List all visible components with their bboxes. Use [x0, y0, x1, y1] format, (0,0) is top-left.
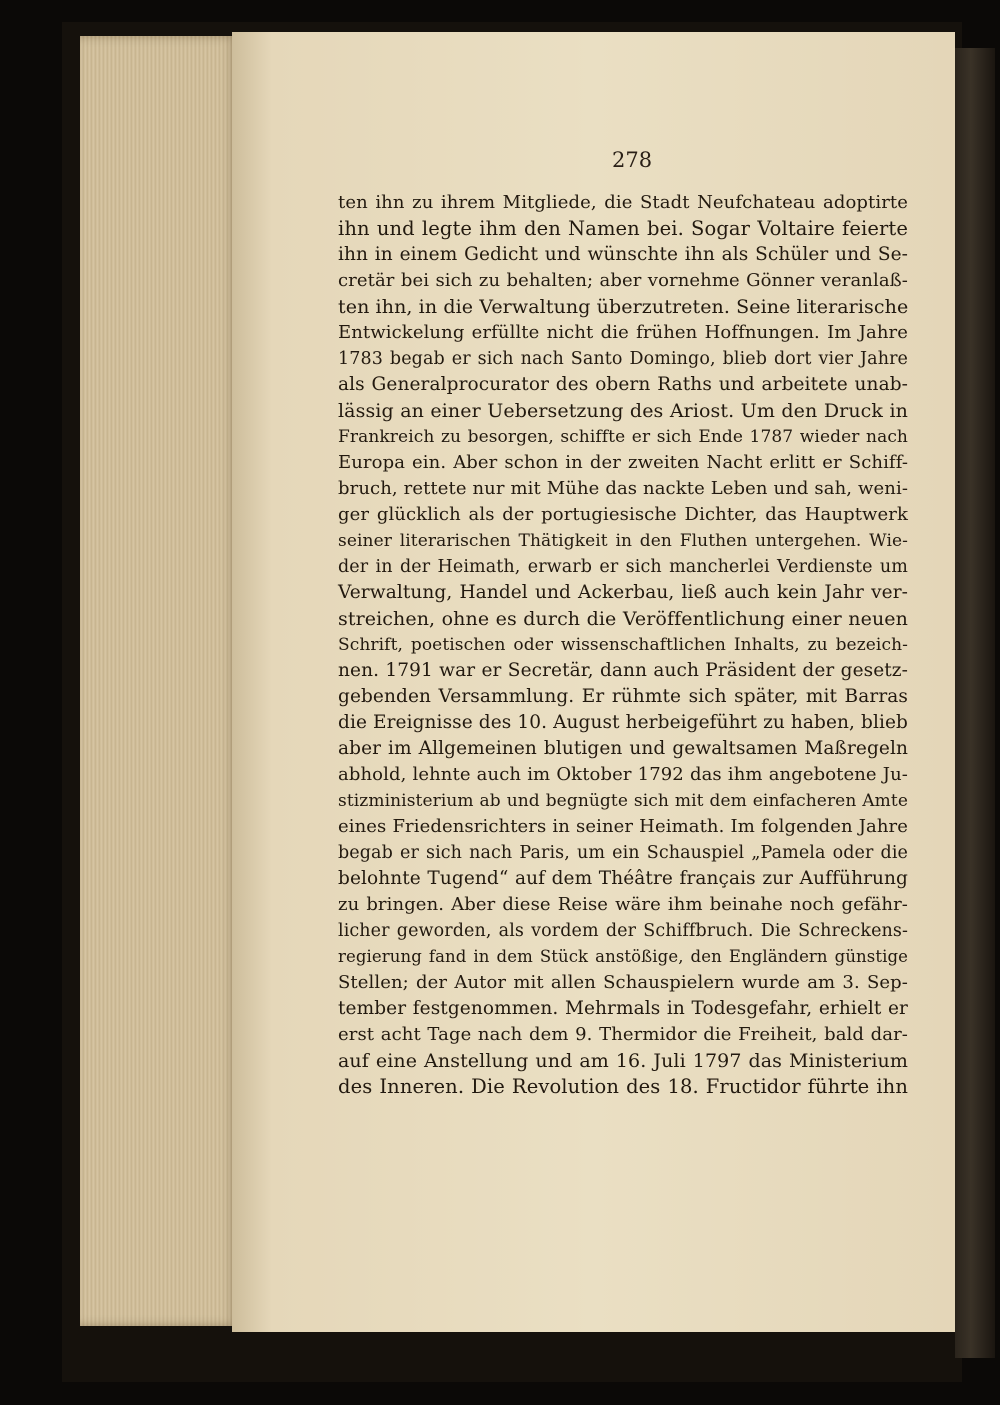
- text-line: begab er sich nach Paris, um ein Schauspiel „Pamela oder die: [338, 843, 908, 863]
- page-number: 278: [612, 148, 653, 172]
- text-line: als Generalprocurator des obern Raths und arbeitete unab-: [338, 374, 908, 395]
- text-line: 1783 begab er sich nach Santo Domingo, blieb dort vier Jahre: [338, 349, 908, 369]
- text-line: Frankreich zu besorgen, schiffte er sich Ende 1787 wieder nach: [338, 427, 908, 447]
- text-line: abhold, lehnte auch im Oktober 1792 das ihm angebotene Ju-: [338, 764, 908, 785]
- text-line: die Ereignisse des 10. August herbeigeführt zu haben, blieb: [338, 712, 908, 733]
- opposite-page-edge: [955, 48, 995, 1358]
- text-line: gebenden Versammlung. Er rühmte sich später, mit Barras: [338, 686, 908, 707]
- text-line: cretär bei sich zu behalten; aber vornehme Gönner veranlaß-: [338, 270, 908, 291]
- text-line: lässig an einer Uebersetzung des Ariost. Um den Druck in: [338, 400, 908, 422]
- text-line: belohnte Tugend“ auf dem Théâtre français zur Aufführung: [338, 868, 908, 889]
- text-line: regierung fand in dem Stück anstößige, den Engländern günstige: [338, 947, 908, 966]
- text-line: Verwaltung, Handel und Ackerbau, ließ auch kein Jahr ver-: [338, 582, 908, 603]
- text-line: Europa ein. Aber schon in der zweiten Nacht erlitt er Schiff-: [338, 452, 908, 473]
- text-line: Stellen; der Autor mit allen Schauspielern wurde am 3. Sep-: [338, 972, 908, 993]
- text-line: tember festgenommen. Mehrmals in Todesgefahr, erhielt er: [338, 998, 908, 1019]
- body-text: [338, 190, 908, 1100]
- text-line: streichen, ohne es durch die Veröffentlichung einer neuen: [338, 608, 908, 630]
- text-line: stizministerium ab und begnügte sich mit dem einfacheren Amte: [338, 791, 908, 811]
- text-line: ihn und legte ihm den Namen bei. Sogar Voltaire feierte: [338, 217, 908, 240]
- text-line: aber im Allgemeinen blutigen und gewaltsamen Maßregeln: [338, 738, 908, 759]
- text-line: zu bringen. Aber diese Reise wäre ihm beinahe noch gefähr-: [338, 894, 908, 915]
- text-line: eines Friedensrichters in seiner Heimath. Im folgenden Jahre: [338, 816, 908, 837]
- text-line: ihn in einem Gedicht und wünschte ihn als Schüler und Se-: [338, 244, 908, 265]
- text-line: des Inneren. Die Revolution des 18. Fructidor führte ihn: [338, 1075, 908, 1098]
- text-line: ger glücklich als der portugiesische Dichter, das Hauptwerk: [338, 504, 908, 525]
- text-line: seiner literarischen Thätigkeit in den Fluthen untergehen. Wie-: [338, 531, 908, 551]
- text-line: erst acht Tage nach dem 9. Thermidor die Freiheit, bald dar-: [338, 1024, 908, 1045]
- text-line: der in der Heimath, erwarb er sich mancherlei Verdienste um: [338, 557, 908, 577]
- text-line: ten ihn zu ihrem Mitgliede, die Stadt Neufchateau adoptirte: [338, 192, 908, 213]
- page-stack-edges: [80, 36, 238, 1326]
- text-line: licher geworden, als vordem der Schiffbruch. Die Schreckens-: [338, 921, 908, 941]
- text-line: ten ihn, in die Verwaltung überzutreten. Seine literarische: [338, 296, 909, 318]
- text-line: Entwickelung erfüllte nicht die frühen Hoffnungen. Im Jahre: [338, 322, 908, 343]
- text-line: bruch, rettete nur mit Mühe das nackte Leben und sah, weni-: [338, 478, 908, 499]
- text-line: Schrift, poetischen oder wissenschaftlichen Inhalts, zu bezeich-: [338, 635, 908, 655]
- text-line: auf eine Anstellung und am 16. Juli 1797 das Ministerium: [338, 1050, 908, 1072]
- text-line: nen. 1791 war er Secretär, dann auch Präsident der gesetz-: [338, 660, 908, 681]
